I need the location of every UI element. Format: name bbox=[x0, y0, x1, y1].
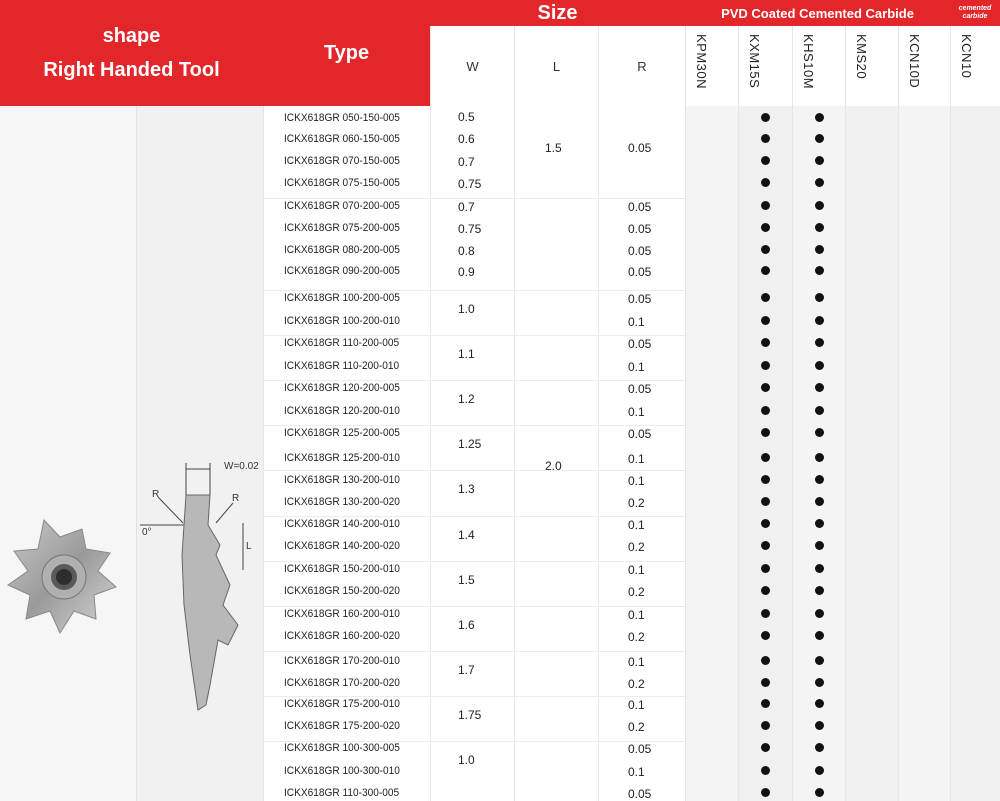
table-row-w: 1.0 bbox=[458, 753, 475, 767]
grade-label: KMS20 bbox=[854, 34, 869, 80]
table-row-r: 0.2 bbox=[628, 720, 645, 734]
table-row-type: ICKX618GR 080-200-005 bbox=[284, 244, 400, 256]
right-handed-label: Right Handed Tool bbox=[43, 59, 220, 81]
row-divider bbox=[263, 290, 685, 291]
table-row-w: 0.7 bbox=[458, 155, 475, 169]
table-row-type: ICKX618GR 070-200-005 bbox=[284, 200, 400, 212]
availability-dot-khs10m bbox=[815, 743, 824, 752]
table-row-r: 0.2 bbox=[628, 540, 645, 554]
availability-dot-khs10m bbox=[815, 699, 824, 708]
shape-header bbox=[0, 0, 263, 106]
availability-dot-khs10m bbox=[815, 788, 824, 797]
availability-dot-khs10m bbox=[815, 609, 824, 618]
table-row-r: 0.1 bbox=[628, 315, 645, 329]
drawing-r-left: R bbox=[152, 489, 160, 500]
availability-dot-kxm15s bbox=[761, 293, 770, 302]
availability-dot-khs10m bbox=[815, 316, 824, 325]
availability-dot-khs10m bbox=[815, 564, 824, 573]
size-label: Size bbox=[537, 1, 578, 24]
cc-label-1: cemented bbox=[958, 5, 992, 12]
table-row-r: 0.1 bbox=[628, 360, 645, 374]
table-row-r: 0.05 bbox=[628, 382, 652, 396]
row-divider bbox=[263, 380, 685, 381]
table-row-type: ICKX618GR 070-150-005 bbox=[284, 155, 400, 167]
availability-dot-khs10m bbox=[815, 631, 824, 640]
row-divider bbox=[263, 335, 685, 336]
grade-label: KCN10D bbox=[907, 34, 922, 89]
row-divider bbox=[263, 470, 685, 471]
availability-dot-kxm15s bbox=[761, 338, 770, 347]
table-row-type: ICKX618GR 150-200-010 bbox=[284, 563, 400, 575]
row-divider bbox=[263, 651, 685, 652]
availability-dot-khs10m bbox=[815, 656, 824, 665]
availability-dot-kxm15s bbox=[761, 656, 770, 665]
table-row-r: 0.05 bbox=[628, 427, 652, 441]
type-label: Type bbox=[323, 41, 370, 64]
table-row-type: ICKX618GR 170-200-020 bbox=[284, 677, 400, 689]
table-row-w: 0.75 bbox=[458, 177, 482, 191]
table-row-type: ICKX618GR 150-200-020 bbox=[284, 585, 400, 597]
table-row-type: ICKX618GR 160-200-010 bbox=[284, 608, 400, 620]
table-row-r: 0.2 bbox=[628, 585, 645, 599]
table-row-r: 0.2 bbox=[628, 630, 645, 644]
pvd-header bbox=[685, 0, 950, 26]
availability-dot-khs10m bbox=[815, 383, 824, 392]
table-row-type: ICKX618GR 100-300-005 bbox=[284, 742, 400, 754]
row-divider bbox=[263, 606, 685, 607]
drawing-l-label: L bbox=[246, 541, 252, 552]
table-row-type: ICKX618GR 120-200-010 bbox=[284, 405, 400, 417]
table-row-r: 0.05 bbox=[628, 222, 652, 236]
drawing-angle: 0° bbox=[142, 527, 152, 538]
w-label: W bbox=[466, 58, 479, 74]
availability-dot-kxm15s bbox=[761, 766, 770, 775]
availability-dot-khs10m bbox=[815, 475, 824, 484]
table-row-w: 1.75 bbox=[458, 708, 482, 722]
grade-header-kcn10d bbox=[898, 26, 950, 106]
availability-dot-khs10m bbox=[815, 266, 824, 275]
row-divider bbox=[263, 516, 685, 517]
table-row-w: 0.6 bbox=[458, 132, 475, 146]
table-row-w: 1.3 bbox=[458, 482, 475, 496]
table-row-w: 0.9 bbox=[458, 265, 475, 279]
table-row-type: ICKX618GR 140-200-010 bbox=[284, 518, 400, 530]
availability-dot-kxm15s bbox=[761, 564, 770, 573]
availability-dot-khs10m bbox=[815, 223, 824, 232]
drawing-r-right: R bbox=[232, 493, 240, 504]
table-row-w: 0.7 bbox=[458, 200, 475, 214]
size-header bbox=[430, 0, 685, 26]
table-row-type: ICKX618GR 130-200-010 bbox=[284, 474, 400, 486]
shape-label: shape bbox=[102, 25, 161, 47]
cc-label-2: carbide bbox=[962, 13, 988, 20]
grade-header-kpm30n bbox=[685, 26, 738, 106]
table-row-type: ICKX618GR 100-200-010 bbox=[284, 315, 400, 327]
table-row-w: 1.4 bbox=[458, 528, 475, 542]
table-row-r: 0.05 bbox=[628, 787, 652, 801]
availability-dot-kxm15s bbox=[761, 156, 770, 165]
drawing-w-label: W=0.02 bbox=[224, 461, 259, 472]
table-row-w: 1.7 bbox=[458, 663, 475, 677]
table-row-w: 0.75 bbox=[458, 222, 482, 236]
availability-dot-kxm15s bbox=[761, 266, 770, 275]
availability-dot-kxm15s bbox=[761, 361, 770, 370]
table-row-w: 0.8 bbox=[458, 244, 475, 258]
availability-dot-kxm15s bbox=[761, 497, 770, 506]
availability-dot-khs10m bbox=[815, 721, 824, 730]
grade-header-kms20 bbox=[845, 26, 898, 106]
l-value-2: 2.0 bbox=[545, 459, 562, 473]
row-divider bbox=[263, 561, 685, 562]
row-divider bbox=[263, 425, 685, 426]
grade-header-kcn10 bbox=[950, 26, 1000, 106]
availability-dot-kxm15s bbox=[761, 316, 770, 325]
table-row-r: 0.05 bbox=[628, 200, 652, 214]
availability-dot-khs10m bbox=[815, 678, 824, 687]
grade-column-kms20 bbox=[845, 106, 898, 801]
availability-dot-khs10m bbox=[815, 113, 824, 122]
table-row-type: ICKX618GR 075-200-005 bbox=[284, 222, 400, 234]
availability-dot-kxm15s bbox=[761, 699, 770, 708]
table-row-type: ICKX618GR 140-200-020 bbox=[284, 540, 400, 552]
availability-dot-kxm15s bbox=[761, 678, 770, 687]
grade-column-kcn10 bbox=[950, 106, 1000, 801]
table-row-r: 0.1 bbox=[628, 405, 645, 419]
availability-dot-khs10m bbox=[815, 156, 824, 165]
availability-dot-kxm15s bbox=[761, 383, 770, 392]
availability-dot-kxm15s bbox=[761, 428, 770, 437]
availability-dot-khs10m bbox=[815, 361, 824, 370]
availability-dot-khs10m bbox=[815, 178, 824, 187]
table-row-type: ICKX618GR 100-200-005 bbox=[284, 292, 400, 304]
pvd-label: PVD Coated Cemented Carbide bbox=[721, 5, 914, 21]
table-row-type: ICKX618GR 110-300-005 bbox=[284, 787, 400, 799]
grade-header-kxm15s bbox=[738, 26, 792, 106]
table-row-w: 0.5 bbox=[458, 110, 475, 124]
availability-dot-khs10m bbox=[815, 201, 824, 210]
table-row-w: 1.2 bbox=[458, 392, 475, 406]
grade-label: KHS10M bbox=[801, 34, 816, 90]
cemented-carbide-header bbox=[950, 0, 1000, 26]
table-row-type: ICKX618GR 160-200-020 bbox=[284, 630, 400, 642]
table-row-r: 0.1 bbox=[628, 474, 645, 488]
l-label: L bbox=[552, 58, 561, 74]
r-value-first-group: 0.05 bbox=[628, 141, 652, 155]
row-divider bbox=[263, 198, 685, 199]
table-row-r: 0.05 bbox=[628, 337, 652, 351]
table-row-type: ICKX618GR 110-200-010 bbox=[284, 360, 400, 372]
table-row-type: ICKX618GR 050-150-005 bbox=[284, 112, 400, 124]
availability-dot-kxm15s bbox=[761, 223, 770, 232]
availability-dot-khs10m bbox=[815, 406, 824, 415]
availability-dot-khs10m bbox=[815, 586, 824, 595]
availability-dot-khs10m bbox=[815, 519, 824, 528]
availability-dot-khs10m bbox=[815, 541, 824, 550]
availability-dot-khs10m bbox=[815, 453, 824, 462]
availability-dot-kxm15s bbox=[761, 586, 770, 595]
grade-column-kpm30n bbox=[685, 106, 738, 801]
table-row-r: 0.1 bbox=[628, 765, 645, 779]
table-row-type: ICKX618GR 125-200-005 bbox=[284, 427, 400, 439]
table-row-w: 1.0 bbox=[458, 302, 475, 316]
table-row-type: ICKX618GR 130-200-020 bbox=[284, 496, 400, 508]
technical-drawing bbox=[138, 455, 263, 725]
availability-dot-khs10m bbox=[815, 293, 824, 302]
table-row-r: 0.2 bbox=[628, 677, 645, 691]
l-header bbox=[514, 26, 598, 106]
availability-dot-kxm15s bbox=[761, 721, 770, 730]
availability-dot-khs10m bbox=[815, 497, 824, 506]
availability-dot-kxm15s bbox=[761, 743, 770, 752]
availability-dot-khs10m bbox=[815, 245, 824, 254]
r-label: R bbox=[637, 58, 647, 74]
availability-dot-kxm15s bbox=[761, 788, 770, 797]
table-row-r: 0.1 bbox=[628, 563, 645, 577]
grade-column-kcn10d bbox=[898, 106, 950, 801]
w-header bbox=[430, 26, 514, 106]
availability-dot-kxm15s bbox=[761, 113, 770, 122]
table-row-w: 1.6 bbox=[458, 618, 475, 632]
row-divider bbox=[263, 741, 685, 742]
availability-dot-kxm15s bbox=[761, 201, 770, 210]
availability-dot-kxm15s bbox=[761, 245, 770, 254]
grade-label: KXM15S bbox=[747, 34, 762, 89]
availability-dot-khs10m bbox=[815, 134, 824, 143]
table-row-type: ICKX618GR 175-200-020 bbox=[284, 720, 400, 732]
availability-dot-kxm15s bbox=[761, 631, 770, 640]
table-row-r: 0.05 bbox=[628, 742, 652, 756]
table-row-type: ICKX618GR 075-150-005 bbox=[284, 177, 400, 189]
table-row-r: 0.1 bbox=[628, 608, 645, 622]
availability-dot-kxm15s bbox=[761, 475, 770, 484]
availability-dot-kxm15s bbox=[761, 609, 770, 618]
availability-dot-kxm15s bbox=[761, 178, 770, 187]
table-row-type: ICKX618GR 110-200-005 bbox=[284, 337, 400, 349]
availability-dot-khs10m bbox=[815, 428, 824, 437]
table-row-type: ICKX618GR 060-150-005 bbox=[284, 133, 400, 145]
row-divider bbox=[263, 696, 685, 697]
table-row-type: ICKX618GR 120-200-005 bbox=[284, 382, 400, 394]
availability-dot-khs10m bbox=[815, 338, 824, 347]
table-row-type: ICKX618GR 100-300-010 bbox=[284, 765, 400, 777]
table-row-type: ICKX618GR 175-200-010 bbox=[284, 698, 400, 710]
table-row-w: 1.1 bbox=[458, 347, 475, 361]
table-row-type: ICKX618GR 125-200-010 bbox=[284, 452, 400, 464]
table-row-w: 1.25 bbox=[458, 437, 482, 451]
table-row-r: 0.05 bbox=[628, 292, 652, 306]
availability-dot-kxm15s bbox=[761, 519, 770, 528]
table-row-r: 0.1 bbox=[628, 698, 645, 712]
r-header bbox=[598, 26, 685, 106]
insert-image-panel bbox=[0, 106, 136, 801]
insert-illustration bbox=[2, 515, 132, 640]
table-row-r: 0.05 bbox=[628, 244, 652, 258]
table-row-type: ICKX618GR 170-200-010 bbox=[284, 655, 400, 667]
table-row-r: 0.1 bbox=[628, 518, 645, 532]
availability-dot-khs10m bbox=[815, 766, 824, 775]
table-row-r: 0.1 bbox=[628, 655, 645, 669]
table-row-r: 0.1 bbox=[628, 452, 645, 466]
table-row-r: 0.2 bbox=[628, 496, 645, 510]
availability-dot-kxm15s bbox=[761, 134, 770, 143]
grade-label: KPM30N bbox=[694, 34, 709, 90]
grade-header-khs10m bbox=[792, 26, 845, 106]
availability-dot-kxm15s bbox=[761, 453, 770, 462]
table-row-r: 0.05 bbox=[628, 265, 652, 279]
availability-dot-kxm15s bbox=[761, 406, 770, 415]
table-row-type: ICKX618GR 090-200-005 bbox=[284, 265, 400, 277]
grade-label: KCN10 bbox=[959, 34, 974, 79]
l-value-1: 1.5 bbox=[545, 141, 562, 155]
availability-dot-kxm15s bbox=[761, 541, 770, 550]
table-row-w: 1.5 bbox=[458, 573, 475, 587]
type-header bbox=[263, 0, 430, 106]
